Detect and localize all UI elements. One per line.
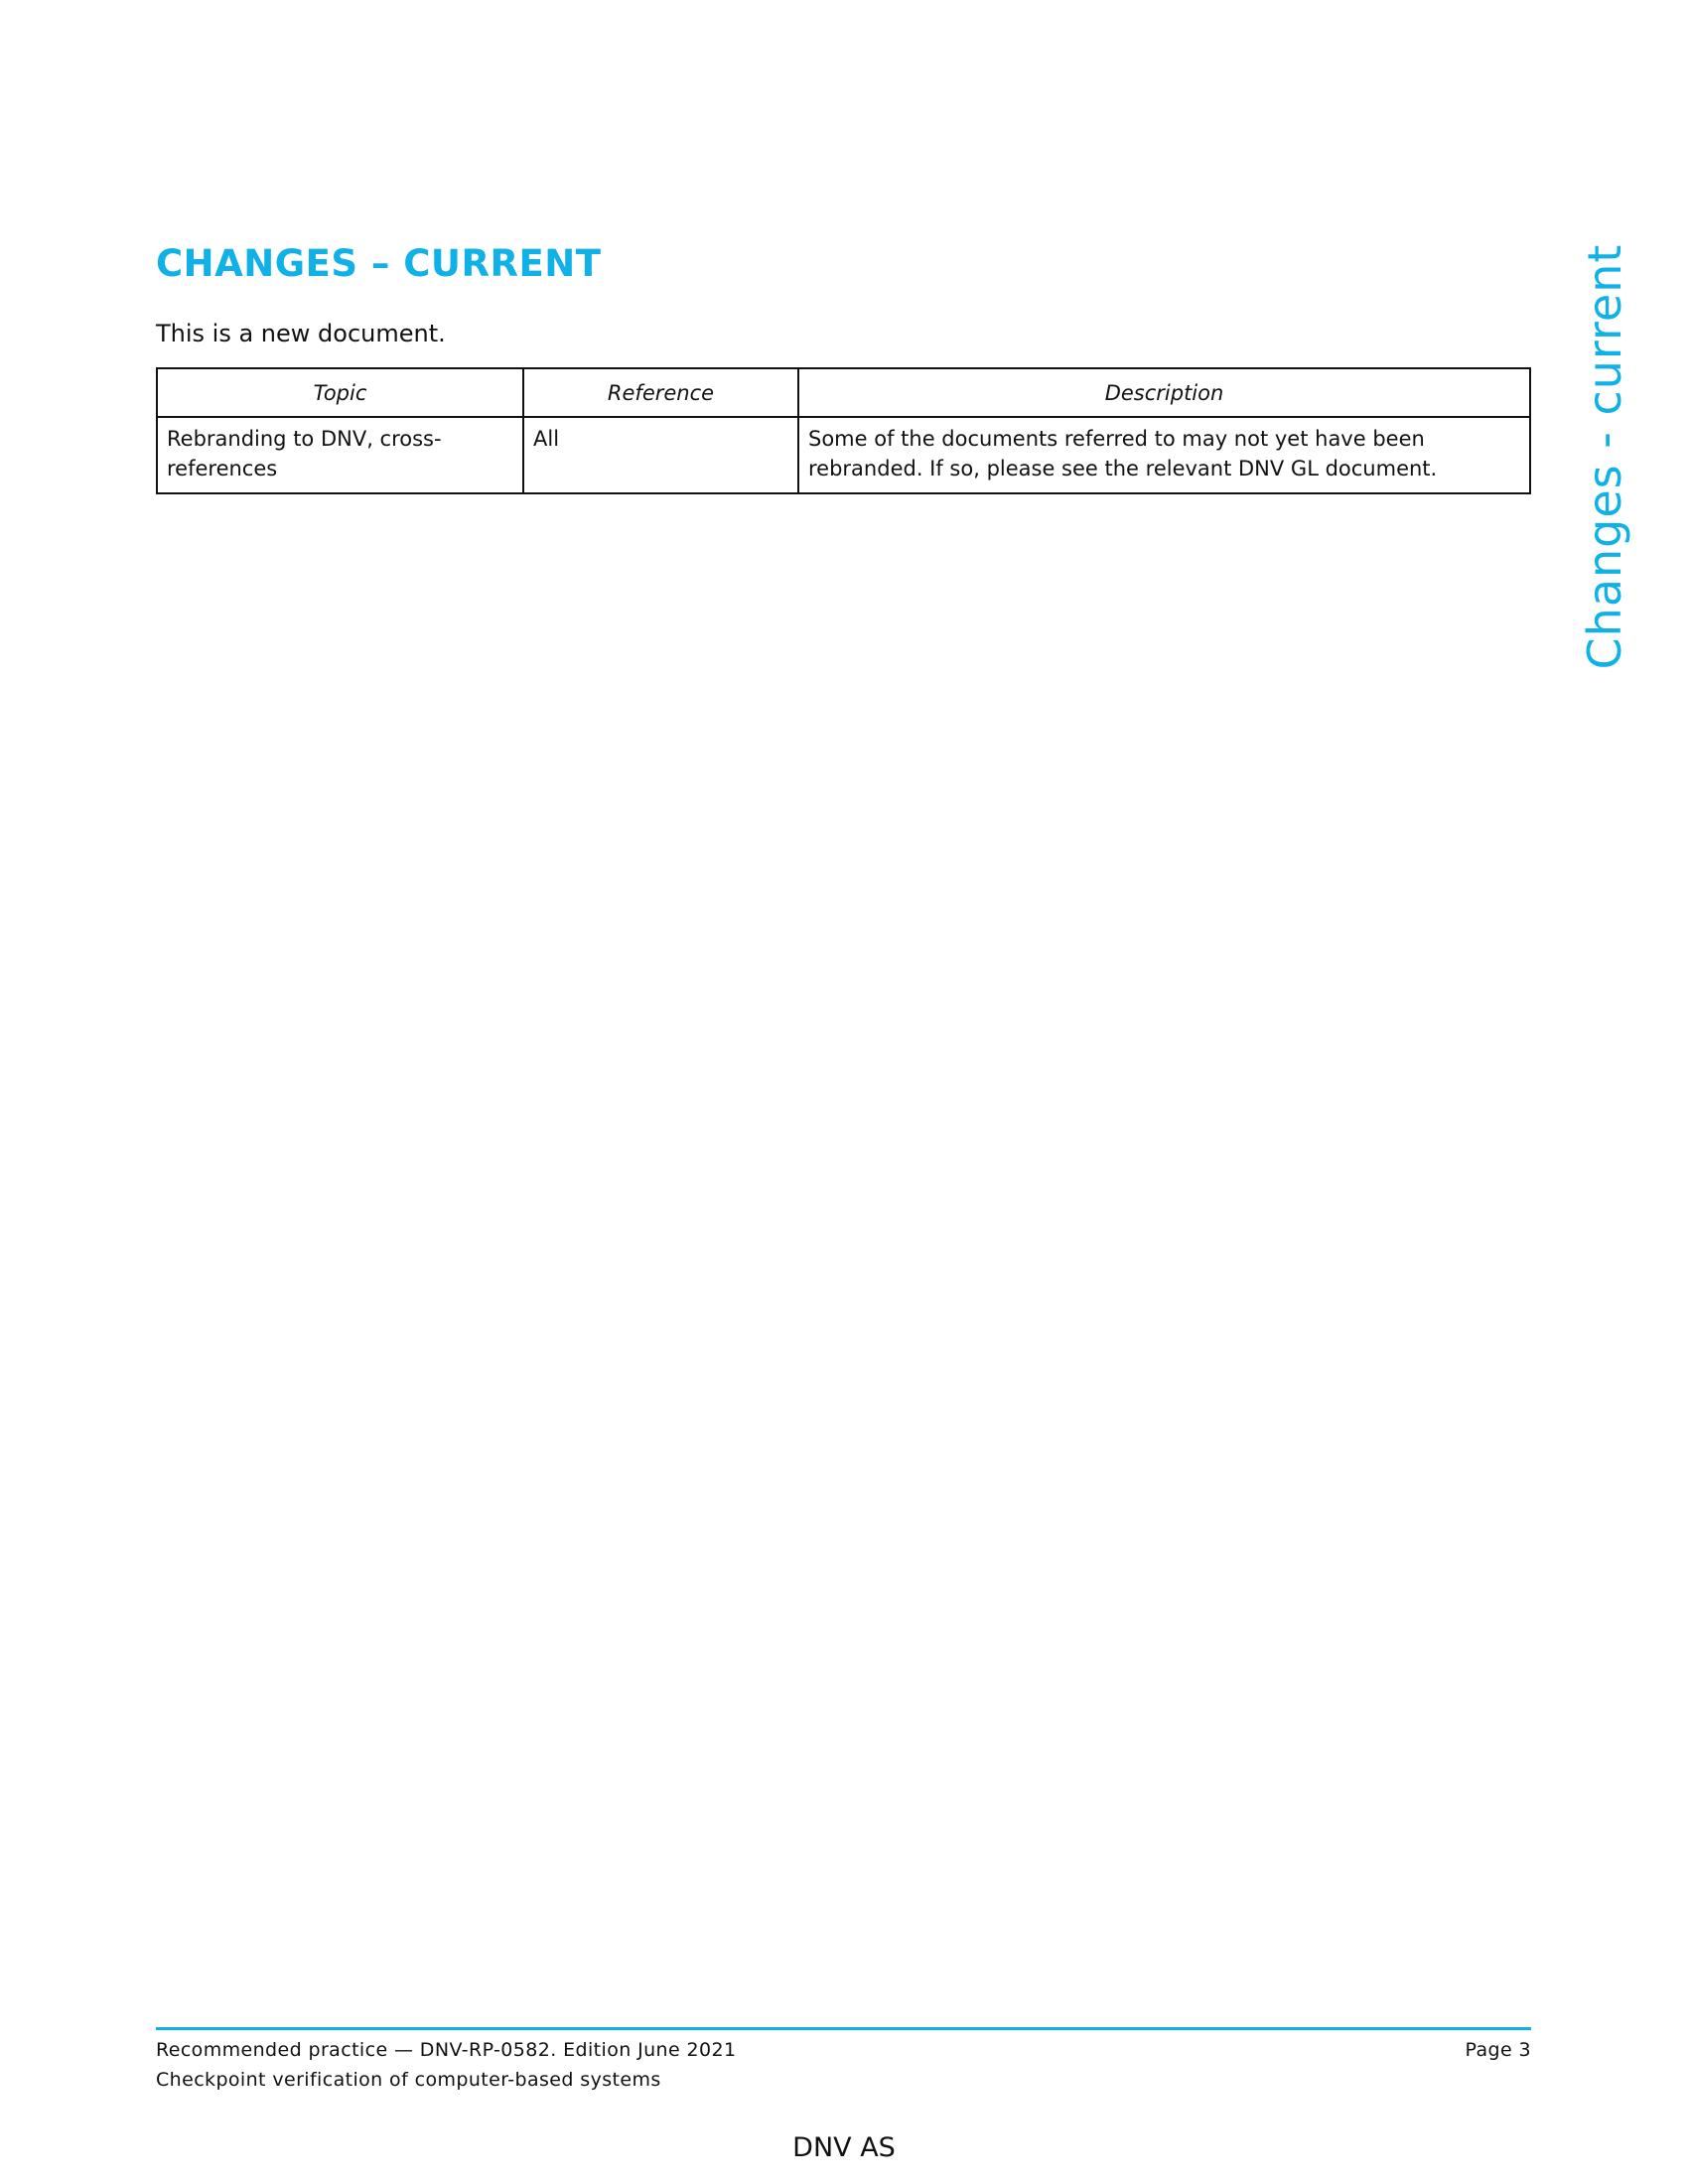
footer-document-info: [156, 2035, 736, 2095]
column-header-reference: Reference: [523, 368, 798, 417]
footer-divider: [156, 2027, 1531, 2030]
cell-topic: Rebranding to DNV, cross-references: [157, 417, 523, 493]
changes-table: [156, 367, 1531, 494]
column-header-topic: Topic: [157, 368, 523, 417]
cell-reference: All: [523, 417, 798, 493]
footer-document-reference: Recommended practice — DNV-RP-0582. Edition June 2021: [156, 2039, 737, 2061]
page-title: CHANGES – CURRENT: [156, 242, 602, 285]
footer-document-subtitle: Checkpoint verification of computer-based systems: [156, 2069, 661, 2091]
page-number: Page 3: [1465, 2039, 1531, 2061]
publisher-name: DNV AS: [792, 2132, 896, 2163]
side-section-title: Changes - current: [1578, 243, 1631, 670]
cell-description: Some of the documents referred to may not yet have been rebranded. If so, please see the relevant DNV GL document.: [798, 417, 1530, 493]
column-header-description: Description: [798, 368, 1530, 417]
intro-text: This is a new document.: [156, 320, 446, 347]
table-header-row: [157, 368, 1530, 417]
table-row: [157, 417, 1530, 493]
